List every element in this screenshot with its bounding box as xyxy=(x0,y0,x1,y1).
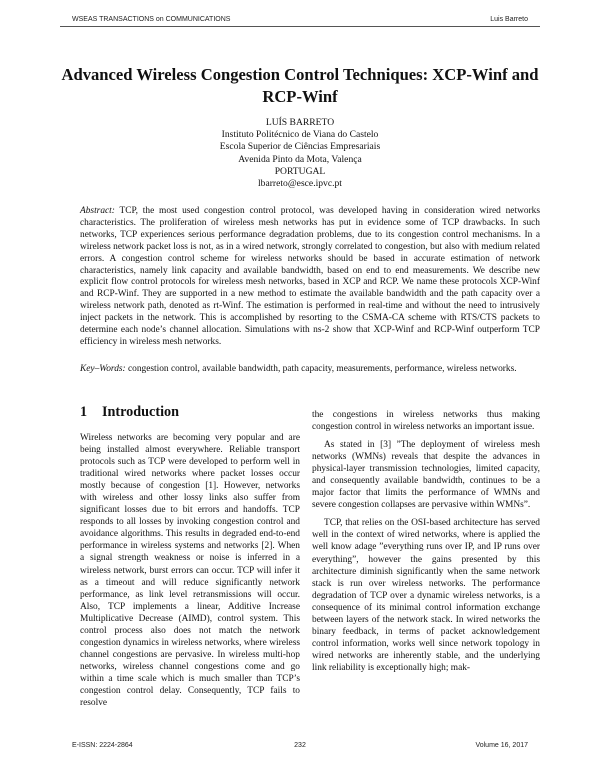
abstract-label: Abstract: xyxy=(80,206,115,216)
running-header-author: Luis Barreto xyxy=(490,16,528,23)
author-affiliation-2: Escola Superior de Ciências Empresariais xyxy=(219,141,381,153)
footer-page-number: 232 xyxy=(294,742,306,749)
footer-issn: E-ISSN: 2224-2864 xyxy=(72,742,133,749)
keywords-text: congestion control, available bandwidth, path capacity, measurements, performance, wireless networks. xyxy=(128,364,517,374)
paper-title: Advanced Wireless Congestion Control Techniques: XCP-Winf and RCP-Winf xyxy=(61,65,539,106)
section-title: Introduction xyxy=(102,404,179,420)
author-name: LUÍS BARRETO xyxy=(265,117,335,128)
author-address: Avenida Pinto da Mota, Valença xyxy=(238,153,362,165)
header-rule xyxy=(60,26,540,27)
abstract xyxy=(80,206,540,349)
footer-volume: Volume 16, 2017 xyxy=(475,742,528,749)
left-column xyxy=(80,432,300,709)
right-column xyxy=(312,409,540,674)
author-email: lbarreto@esce.ipvc.pt xyxy=(258,178,342,190)
left-paragraph-1: Wireless networks are becoming very popular and are being installed almost everywhere. Reliable transport protocols such as TCP were developed to perform well in traditional wired networks where packet losses occur mostly because of congestion [1]. However, networks with wireless and other lossy links also suffer from significant losses due to bit errors and handoffs. TCP responds to all losses by invoking congestion control and avoidance algorithms. This results in degraded end-to-end performance in wireless systems and networks [2]. When a signal strength weakness or noise is inferred in a wireless network, burst errors can occur. TCP will infer it as a timeout and will reduce significantly network performance, as link level retransmissions will occur. Also, TCP implements a linear, Additive Increase Multiplicative Decrease (AIMD), control system. This control process also does not match the network congestion dynamics in wireless networks, where wireless channel congestions are pervasive. In wireless multi-hop networks, wireless channel congestions come and go within a time scale which is much smaller than TCP’s congestion control delay. Consequently, TCP fails to resolve xyxy=(80,433,300,709)
section-heading xyxy=(80,404,179,421)
right-paragraph-3: TCP, that relies on the OSI-based architecture has served well in the context of wired networks, where is applied the well know adage ”everything runs over IP, and IP runs over everything”, however the gains presented by this architecture diminish significantly when the same network stack is run over wireless networks. The performance degradation of TCP over a dynamic wireless networks, is a consequence of its minimal control information exchange between layers of the network stack. In wired networks the binary feedback, in terms of packet acknowledgement control information, works well since network topology in wired networks are inherently stable, and the underlying link reliability is exceptionally high; mak- xyxy=(312,518,540,673)
right-paragraph-1: the congestions in wireless networks thus making congestion control in wireless networks an important issue. xyxy=(312,410,540,433)
keywords xyxy=(80,364,540,376)
author-block xyxy=(100,117,500,190)
abstract-text: TCP, the most used congestion control protocol, was developed having in consideration wired networks characteristics. The proliferation of wireless mesh networks has put in evidence some of TCP drawbacks. In such networks, TCP experiences serious performance degradation problems, due to its congestion control mechanisms. In a wireless network packet loss is not, as in a wired network, strongly correlated to congestion, but also with medium related errors. A congestion control scheme for wireless networks should be based in accurate estimation of network characteristics, namely link capacity and available bandwidth, based on end to end measurements. We describe new explicit flow control protocols for wireless mesh networks, based in XCP and RCP. We name these protocols XCP-Winf and RCP-Winf. They are supported in a new method to estimate the available bandwidth and the path capacity over a wireless network path, denoted as rt-Winf. The estimation is performed in real-time and without the need to intrusively inject packets in the network. This is accomplished by resorting to the CSMA-CA scheme with RTS/CTS packets to determine each node’s channel allocation. Simulations with ns-2 show that XCP-Winf and RCP-Winf outperform TCP efficiency in wireless mesh networks. xyxy=(80,206,540,347)
author-affiliation-1: Instituto Politécnico de Viana do Castelo xyxy=(221,129,379,141)
right-paragraph-2: As stated in [3] ”The deployment of wireless mesh networks (WMNs) reveals that despite the advances in physical-layer transmission technologies, limited capacity, and consequently available bandwidth, continues to be a major factor that limits the performance of WMNs and severe congestion collapses are pervasive within WMNs”. xyxy=(312,440,540,511)
running-header-journal: WSEAS TRANSACTIONS on COMMUNICATIONS xyxy=(72,16,231,23)
keywords-label: Key–Words: xyxy=(80,364,126,374)
author-country: PORTUGAL xyxy=(274,165,326,177)
section-number: 1 xyxy=(80,404,88,420)
